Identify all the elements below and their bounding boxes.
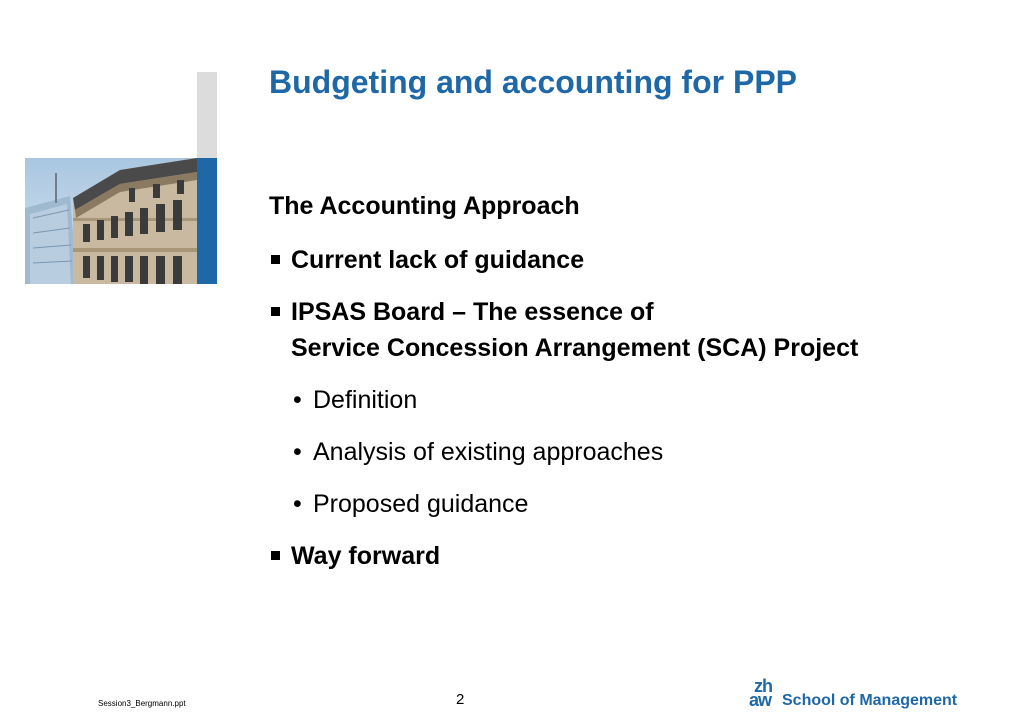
dot-bullet-icon: • <box>293 438 302 466</box>
slide-title: Budgeting and accounting for PPP <box>269 64 797 100</box>
bullet-text-line2: Service Concession Arrangement (SCA) Project <box>291 334 859 362</box>
sub-bullet-item <box>269 382 989 418</box>
bullet-item <box>269 538 989 574</box>
logo-text: School of Management <box>782 692 958 709</box>
logo-mark-top: zh <box>754 676 772 696</box>
sub-bullet-item <box>269 486 989 522</box>
bullet-item <box>269 294 989 366</box>
dot-bullet-icon: • <box>293 386 302 414</box>
page-number: 2 <box>456 691 465 708</box>
sub-bullet-text: Proposed guidance <box>313 490 529 518</box>
dot-bullet-icon: • <box>293 490 302 518</box>
bullet-text-line1: IPSAS Board – The essence of <box>291 298 654 326</box>
footer-filename: Session3_Bergmann.ppt <box>98 699 186 708</box>
square-bullet-icon <box>271 255 280 264</box>
sub-bullet-item <box>269 434 989 470</box>
sub-bullet-text: Analysis of existing approaches <box>313 438 664 466</box>
section-heading: The Accounting Approach <box>269 192 580 220</box>
zhaw-logo <box>749 676 958 712</box>
bullet-item <box>269 242 989 278</box>
bullet-text: Way forward <box>291 542 441 570</box>
square-bullet-icon <box>271 551 280 560</box>
building-photo <box>25 158 197 284</box>
decorative-gray-band <box>197 72 217 158</box>
sub-bullet-text: Definition <box>313 386 418 414</box>
bullet-text: Current lack of guidance <box>291 246 585 274</box>
square-bullet-icon <box>271 307 280 316</box>
slide-content <box>269 190 989 590</box>
decorative-blue-band <box>197 158 217 284</box>
logo-mark-bottom: aw <box>749 690 772 710</box>
